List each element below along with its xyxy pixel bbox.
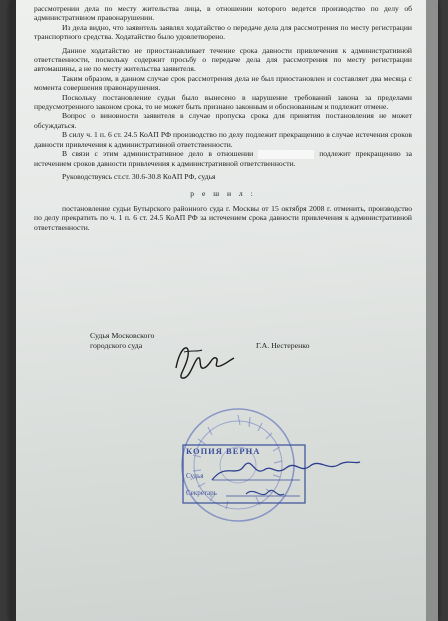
stamp-ink-signature — [206, 450, 366, 510]
reshil-heading: р е ш и л : — [190, 188, 256, 198]
paragraph-8-end: подлежит прекращению за истечением сроков давности привлечения к административной ответственности. — [34, 149, 412, 168]
paragraph-1: рассмотрении дела по месту жительства лица, в отношении которого ведется производство по делу об административном правонарушении. — [34, 4, 412, 23]
paragraph-4: Таким образом, в данном случае срок рассмотрения дела не был приостановлен и составляет два месяца с момента совершения правонарушения. — [34, 73, 412, 93]
paragraph-8 — [34, 149, 412, 168]
judge-name: Г.А. Нестеренко — [256, 341, 310, 350]
judge-title — [90, 331, 154, 351]
copy-true-secretary: Секретарь — [186, 489, 217, 497]
scan-edge-left — [10, 0, 16, 621]
paragraph-8-start: В связи с этим административное дело в отношении — [62, 149, 254, 159]
paragraph-7: В силу ч. 1 п. 6 ст. 24.5 КоАП РФ производство по делу подлежит прекращению в случае истечения сроков давности привлечения к административной ответственности. — [34, 130, 412, 149]
redacted-name — [258, 150, 314, 159]
judge-title-line-2: городского суда — [90, 341, 143, 350]
paragraph-9: Руководствуясь ст.ст. 30.6-30.8 КоАП РФ, судья — [62, 172, 216, 182]
paragraph-3: Данное ходатайство не приостанавливает течение срока давности привлечения к административной ответственности, поскольку содержит просьбу о передаче дела для рассмотрения по месту регистрации автомашины, а не по месту жительства заявителя. — [34, 45, 412, 74]
paragraph-6: Вопрос о виновности заявителя в случае пропуска срока для принятия постановления не может обсуждаться. — [34, 111, 412, 130]
paragraph-5: Поскольку постановление судьи было вынесено в нарушение требований закона за пределами предусмотренного законом срока, то не может быть признано законным и обоснованным и подлежит отмене. — [34, 92, 412, 112]
decision-paragraph: постановление судьи Бутырского районного суда г. Москвы от 15 октября 2008 г. отменить, производство по делу прекратить по ч. 1 п. 6 ст. 24.5 КоАП РФ за истечением срока давности привлечения к административной ответственности. — [34, 204, 412, 232]
handwritten-signature — [168, 338, 238, 386]
copy-true-judge: Судья — [186, 472, 204, 480]
copy-true-title: КОПИЯ ВЕРНА — [186, 446, 261, 456]
judge-title-line-1: Судья Московского — [90, 331, 155, 340]
document-body — [34, 4, 412, 232]
scan-edge-right — [426, 0, 438, 621]
document-page — [10, 0, 438, 621]
paragraph-2: Из дела видно, что заявитель заявлял ходатайство о передаче дела для рассмотрения по месту регистрации транспортного средства. Ходатайство было удовлетворено. — [34, 22, 412, 42]
